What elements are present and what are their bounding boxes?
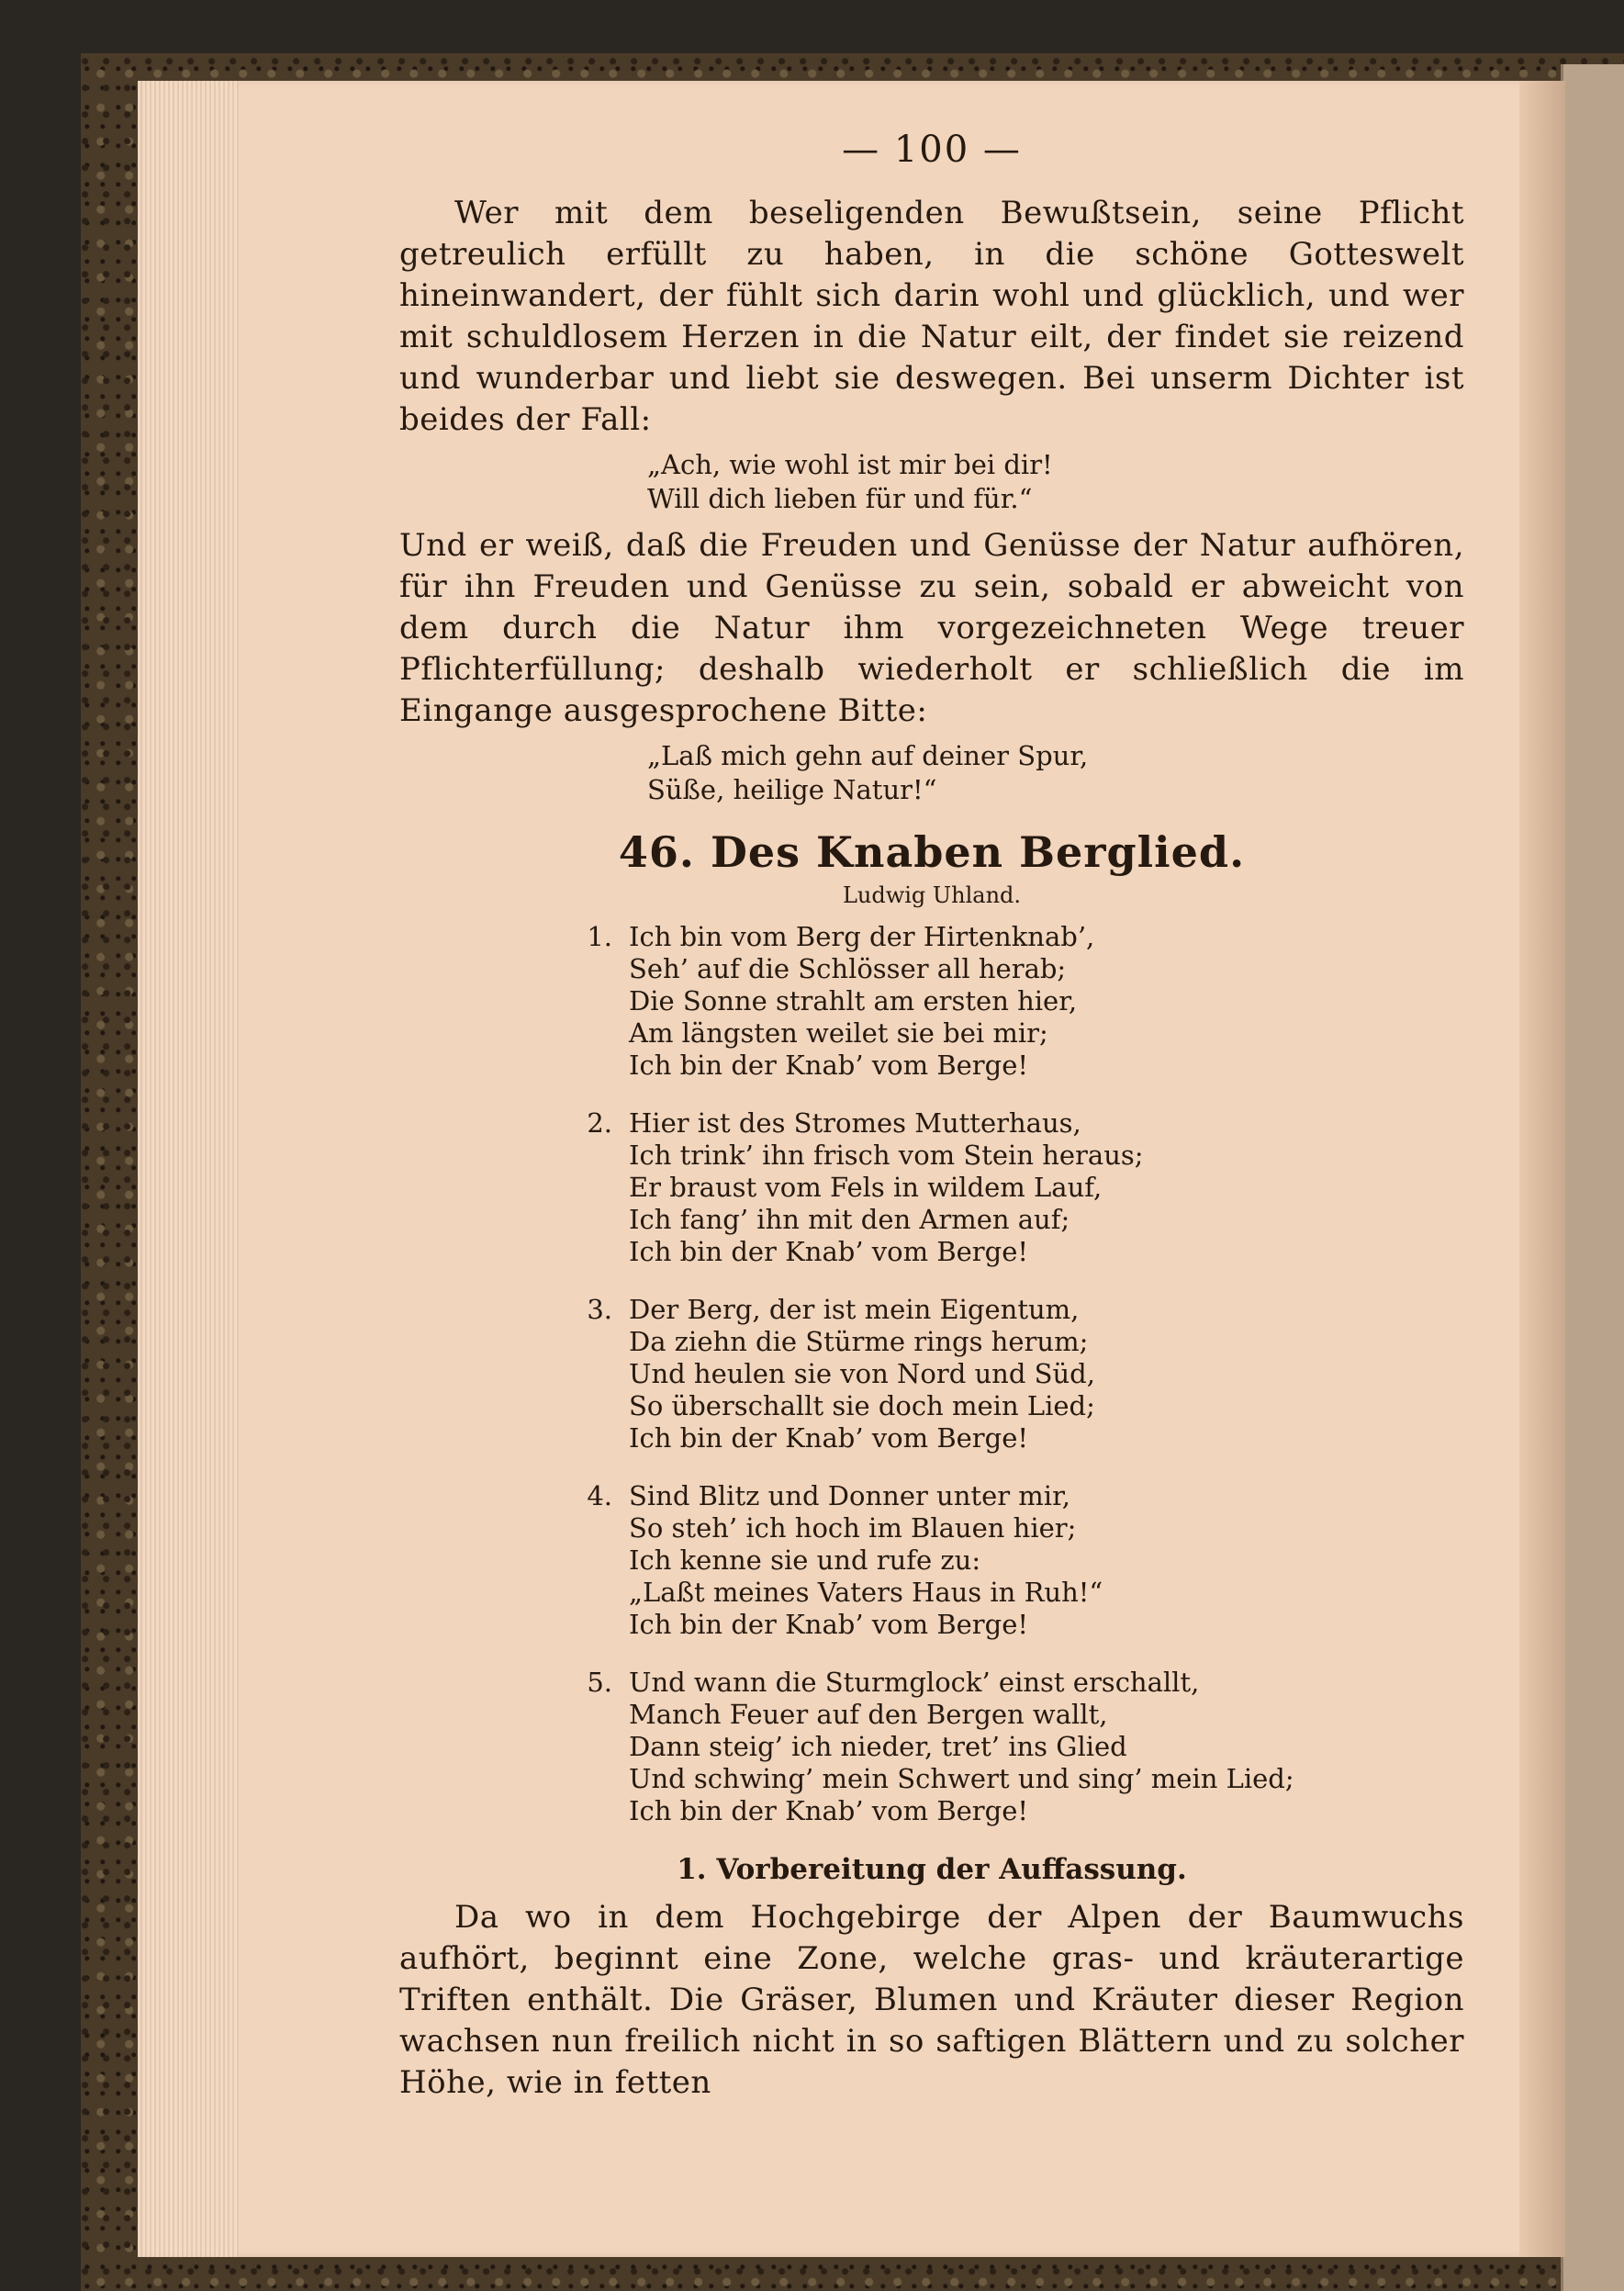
stanza-lines	[629, 1107, 1144, 1268]
stanza	[399, 1294, 1464, 1454]
verse-line: Am längsten weilet sie bei mir;	[629, 1017, 1048, 1049]
quote-line: Süße, heilige Natur!“	[647, 774, 937, 805]
stanza	[399, 921, 1464, 1082]
verse-line: Ich bin der Knab’ vom Berge!	[629, 1609, 1029, 1640]
verse-line: Die Sonne strahlt am ersten hier,	[629, 985, 1078, 1016]
verse-line: Dann steig’ ich nieder, tret’ ins Glied	[629, 1731, 1127, 1762]
stanza-number: 3.	[587, 1294, 612, 1325]
stanza	[399, 1107, 1464, 1268]
verse-line: Ich bin der Knab’ vom Berge!	[629, 1422, 1029, 1454]
poem	[399, 921, 1464, 1827]
verse-line: Da ziehn die Stürme rings herum;	[629, 1326, 1089, 1357]
verse-line: Und heulen sie von Nord und Süd,	[629, 1358, 1095, 1389]
page-edges	[138, 81, 239, 2257]
stanza-lines	[629, 1294, 1095, 1454]
verse-line: So überschallt sie doch mein Lied;	[629, 1390, 1095, 1421]
verse-line: Der Berg, der ist mein Eigentum,	[629, 1294, 1080, 1325]
verse-line: Sind Blitz und Donner unter mir,	[629, 1480, 1070, 1511]
quote-line: Will dich lieben für und für.“	[647, 483, 1033, 514]
section-heading: 1. Vorbereitung der Auffassung.	[677, 1853, 1187, 1886]
stanza-number: 5.	[587, 1667, 612, 1698]
page-number: — 100 —	[842, 129, 1022, 171]
stanza-lines	[629, 1480, 1103, 1641]
quote-line: „Ach, wie wohl ist mir bei dir!	[647, 449, 1053, 480]
stanza	[399, 1480, 1464, 1641]
stanza	[399, 1667, 1464, 1827]
verse-line: Und schwing’ mein Schwert und sing’ mein Lied;	[629, 1763, 1294, 1794]
page-content	[399, 129, 1464, 2104]
stanza-number: 4.	[587, 1480, 612, 1511]
quote-1	[647, 448, 1464, 516]
stanza-number: 1.	[587, 921, 612, 952]
paragraph-2: Und er weiß, daß die Freuden und Genüsse der Natur aufhören, für ihn Freuden und Genüsse zu sein, sobald er abweicht von dem durch die Natur ihm vorgezeichneten Wege treuer Pflichterfüllung; deshalb wiederholt er schließlich die im Eingange ausgesprochene Bitte:	[399, 527, 1464, 729]
page-gutter	[1519, 81, 1565, 2257]
verse-line: Ich bin der Knab’ vom Berge!	[629, 1236, 1029, 1267]
quote-line: „Laß mich gehn auf deiner Spur,	[647, 740, 1089, 771]
verse-line: Ich bin vom Berg der Hirtenknab’,	[629, 921, 1095, 952]
verse-line: Ich fang’ ihn mit den Armen auf;	[629, 1204, 1070, 1235]
verse-line: Ich trink’ ihn frisch vom Stein heraus;	[629, 1140, 1144, 1171]
verse-line: Ich bin der Knab’ vom Berge!	[629, 1050, 1029, 1081]
book-board-edge	[1561, 64, 1624, 2291]
verse-line: Seh’ auf die Schlösser all herab;	[629, 953, 1067, 984]
paragraph-3: Da wo in dem Hochgebirge der Alpen der Baumwuchs aufhört, beginnt eine Zone, welche gras- und kräuterartige Triften enthält. Die Gräser, Blumen und Kräuter dieser Region wachsen nun freilich nicht in so saftigen Blättern und zu solcher Höhe, wie in fetten	[399, 1899, 1464, 2101]
quote-2	[647, 739, 1464, 807]
stanza-lines	[629, 1667, 1294, 1827]
verse-line: Er braust vom Fels in wildem Lauf,	[629, 1172, 1103, 1203]
poem-author: Ludwig Uhland.	[842, 882, 1022, 908]
verse-line: Hier ist des Stromes Mutterhaus,	[629, 1107, 1081, 1139]
stanza-lines	[629, 921, 1094, 1082]
verse-line: Ich bin der Knab’ vom Berge!	[629, 1795, 1029, 1826]
verse-line: Manch Feuer auf den Bergen wallt,	[629, 1699, 1108, 1730]
verse-line: Und wann die Sturmglock’ einst erschallt,	[629, 1667, 1200, 1698]
paragraph-1: Wer mit dem beseligenden Bewußtsein, seine Pflicht getreulich erfüllt zu haben, in die schöne Gotteswelt hineinwandert, der fühlt sich darin wohl und glücklich, und wer mit schuldlosem Herzen in die Natur eilt, der findet sie reizend und wunderbar und liebt sie deswegen. Bei unserm Dichter ist beides der Fall:	[399, 195, 1464, 438]
stanza-number: 2.	[587, 1107, 612, 1139]
poem-title: 46. Des Knaben Berglied.	[618, 827, 1246, 877]
verse-line: So steh’ ich hoch im Blauen hier;	[629, 1512, 1077, 1544]
verse-line: Ich kenne sie und rufe zu:	[629, 1544, 981, 1576]
verse-line: „Laßt meines Vaters Haus in Ruh!“	[629, 1577, 1103, 1608]
